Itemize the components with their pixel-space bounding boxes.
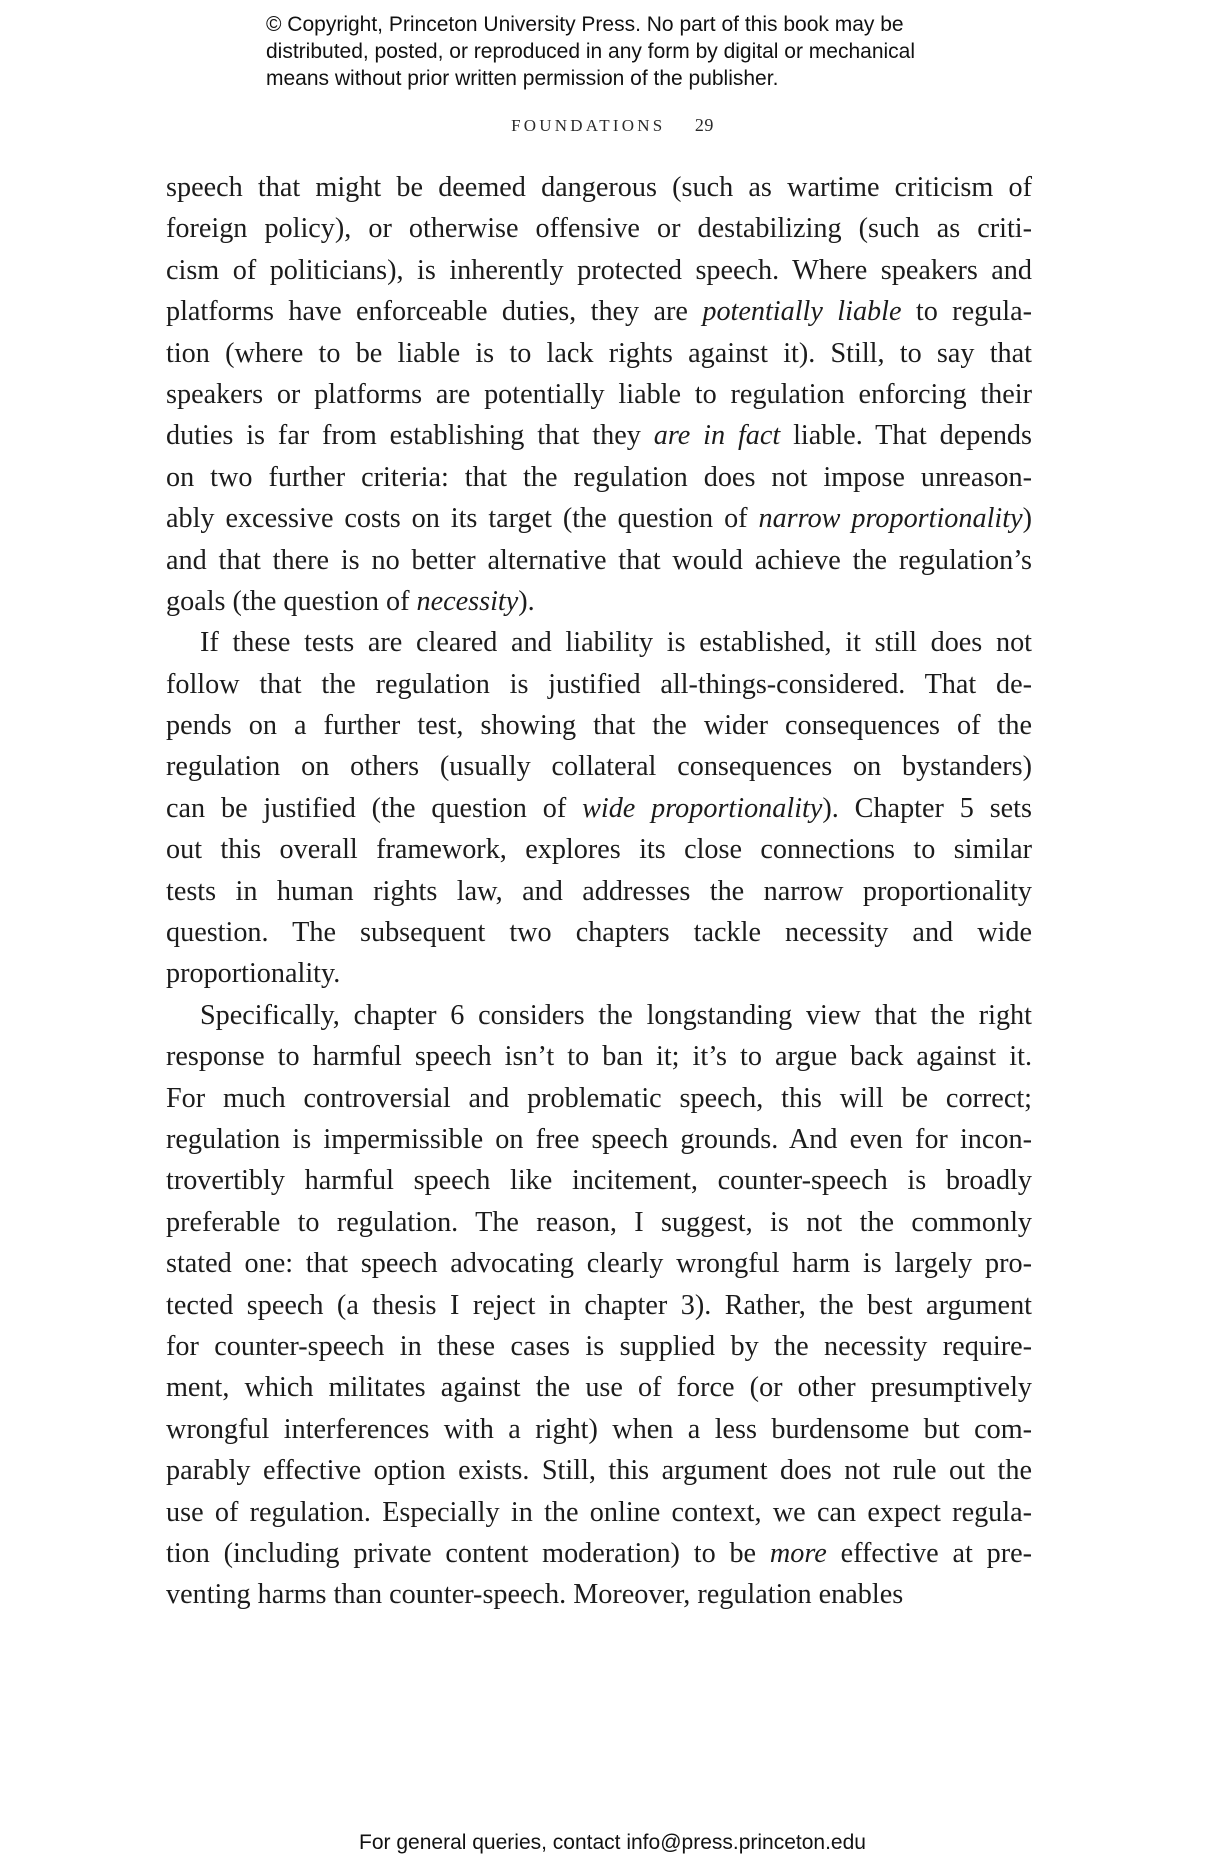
text-line: regulation on others (usually collateral consequences on bystanders) bbox=[166, 751, 1032, 783]
text-line: preferable to regulation. The reason, I suggest, is not the commonly bbox=[166, 1206, 1032, 1238]
text-line: can be justified (the question of wide proportionality). Chapter 5 sets bbox=[166, 792, 1032, 824]
text-line: question. The subsequent two chapters tackle necessity and wide bbox=[166, 917, 1032, 949]
text-line: If these tests are cleared and liability is established, it still does not bbox=[200, 627, 1032, 659]
text-line: tion (where to be liable is to lack rights against it). Still, to say that bbox=[166, 337, 1032, 369]
text-line: trovertibly harmful speech like incitement, counter-speech is broadly bbox=[166, 1165, 1032, 1197]
emphasis: wide proportionality bbox=[582, 792, 823, 824]
text-line: platforms have enforceable duties, they are potentially liable to regula- bbox=[166, 296, 1033, 328]
text-line: speakers or platforms are potentially liable to regulation enforcing their bbox=[166, 378, 1032, 410]
text-line: Specifically, chapter 6 considers the longstanding view that the right bbox=[200, 999, 1032, 1031]
copyright-notice bbox=[266, 11, 1026, 92]
text-line: tion (including private content moderation) to be more effective at pre- bbox=[166, 1537, 1032, 1569]
text-line: For much controversial and problematic speech, this will be correct; bbox=[166, 1082, 1032, 1114]
text-line: response to harmful speech isn’t to ban it; it’s to argue back against it. bbox=[166, 1041, 1032, 1073]
text-line: ably excessive costs on its target (the question of narrow proportionality) bbox=[166, 503, 1032, 535]
text-line: tests in human rights law, and addresses the narrow proportionality bbox=[166, 875, 1032, 907]
text-line: and that there is no better alternative that would achieve the regulation’s bbox=[166, 544, 1032, 576]
emphasis: potentially liable bbox=[702, 296, 902, 328]
text-line: stated one: that speech advocating clearly wrongful harm is largely pro- bbox=[166, 1248, 1032, 1280]
text-line: proportionality. bbox=[166, 958, 341, 990]
paragraph bbox=[166, 995, 1032, 1616]
text-line: for counter-speech in these cases is supplied by the necessity require- bbox=[166, 1330, 1032, 1362]
text-line: ment, which militates against the use of force (or other presumptively bbox=[166, 1372, 1032, 1404]
page-number: 29 bbox=[694, 115, 714, 135]
emphasis: narrow proportionality bbox=[758, 503, 1023, 535]
emphasis: necessity bbox=[416, 585, 519, 617]
text-line: on two further criteria: that the regulation does not impose unreason- bbox=[166, 461, 1032, 493]
text-line: tected speech (a thesis I reject in chapter 3). Rather, the best argument bbox=[166, 1289, 1032, 1321]
text-line: out this overall framework, explores its close connections to similar bbox=[166, 834, 1032, 866]
emphasis: are in fact bbox=[653, 420, 781, 452]
text-line: speech that might be deemed dangerous (such as wartime criticism of bbox=[166, 172, 1032, 203]
footer-contact: For general queries, contact info@press.princeton.edu bbox=[359, 1831, 866, 1854]
text-line: goals (the question of necessity). bbox=[166, 585, 535, 617]
running-head-section: FOUNDATIONS bbox=[511, 116, 666, 135]
text-line: regulation is impermissible on free speech grounds. And even for incon- bbox=[166, 1123, 1032, 1155]
paragraph bbox=[166, 167, 1032, 622]
paragraph bbox=[166, 622, 1032, 995]
copyright-line: means without prior written permission of the publisher. bbox=[266, 67, 779, 90]
running-head bbox=[0, 115, 1225, 136]
text-line: venting harms than counter-speech. Moreover, regulation enables bbox=[166, 1579, 904, 1611]
text-line: cism of politicians), is inherently protected speech. Where speakers and bbox=[166, 254, 1032, 286]
text-line: parably effective option exists. Still, this argument does not rule out the bbox=[166, 1455, 1032, 1487]
text-line: follow that the regulation is justified all-things-considered. That de- bbox=[166, 668, 1032, 700]
copyright-line: distributed, posted, or reproduced in any form by digital or mechanical bbox=[266, 40, 916, 63]
emphasis: more bbox=[769, 1537, 827, 1569]
text-line: wrongful interferences with a right) when a less burdensome but com- bbox=[166, 1413, 1032, 1445]
body-text bbox=[166, 167, 1032, 1616]
text-line: use of regulation. Especially in the online context, we can expect regula- bbox=[166, 1496, 1032, 1528]
text-line: pends on a further test, showing that the wider consequences of the bbox=[166, 710, 1032, 742]
copyright-line: © Copyright, Princeton University Press. No part of this book may be bbox=[266, 13, 904, 36]
text-line: foreign policy), or otherwise offensive or destabilizing (such as criti- bbox=[166, 213, 1032, 245]
text-line: duties is far from establishing that they are in fact liable. That depends bbox=[166, 420, 1032, 452]
